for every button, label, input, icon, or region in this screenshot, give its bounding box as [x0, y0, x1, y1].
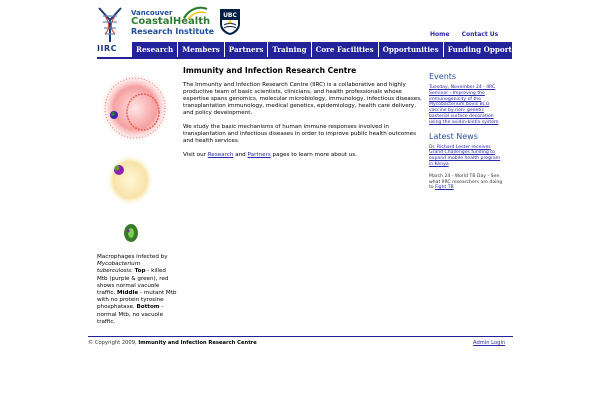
event-link[interactable]: Tuesday, November 24 - IIRC Seminar - Improving the immunogenicity of the Mycobacterium bovis BCG vaccine by non- genetic bacterial surface decoration using the avidin-biotin system: [429, 85, 499, 125]
vch-line1: Vancouver: [131, 9, 173, 17]
caption-line1: Macrophages infected by: [97, 254, 168, 260]
nav-training[interactable]: Training: [268, 42, 311, 58]
visit-mid: and: [233, 152, 248, 158]
news2-text: March 24 - World TB Day - See what IIRC researchers are doing to: [429, 173, 503, 191]
visit-pre: Visit our: [183, 152, 208, 158]
middle-cell-image: [106, 154, 154, 206]
vch-line3: Research Institute: [131, 27, 215, 36]
caption-middle-text: - mutant Mtb with no protein tyrosine phosphatase.: [97, 290, 177, 311]
ubc-label: UBC: [223, 12, 237, 19]
vch-line2: CoastalHealth: [131, 16, 211, 27]
contact-us-link[interactable]: Contact Us: [461, 31, 499, 38]
home-link[interactable]: Home: [430, 31, 450, 38]
visit-paragraph: [183, 152, 423, 159]
admin-login-link[interactable]: Admin Login: [473, 340, 506, 346]
iirc-wordmark: IIRC: [97, 44, 117, 53]
caption-species: Mycobacterium tuberculosis: [97, 261, 141, 275]
mission-paragraph: We study the basic mechanisms of human immune responses involved in transplantation and infectious diseases in order to improve public health outcomes and health services.: [183, 124, 417, 144]
nav-core-facilities[interactable]: Core Facilities: [312, 42, 379, 58]
nav-opportunities[interactable]: Opportunities: [379, 42, 444, 58]
caption-middle-label: Middle: [116, 290, 139, 297]
news-link[interactable]: Dr. Richard Lester receives Grand Challenges funding to expand mobile health program in Kenya: [429, 144, 501, 167]
caption-line1-end: .: [131, 268, 133, 275]
top-cell-image: [99, 72, 171, 144]
caption-bottom-label: Bottom: [136, 304, 160, 311]
nav-partners[interactable]: Partners: [225, 42, 269, 58]
nav-research[interactable]: Research: [132, 42, 178, 58]
nav-underline-divider: [97, 57, 512, 59]
image-caption: [97, 254, 177, 326]
ubc-crest-icon[interactable]: [219, 8, 241, 36]
nav-members[interactable]: Members: [178, 42, 225, 58]
footer-divider: [88, 336, 513, 337]
events-heading: Events: [429, 72, 457, 81]
bottom-cell-image: [124, 224, 138, 242]
main-content: [183, 82, 423, 166]
caption-bottom-text: - normal Mtb, no vacuole traffic.: [97, 304, 164, 325]
visit-post: pages to learn more about us.: [270, 152, 357, 158]
intro-paragraph: The Immunity and Infection Research Centre (IIRC) is a collaborative and highly productive team of basic scientists, clinicians, and health professionals whose expertise spans genomics, molecular microbiology, immunology, infectious diseases, transplantation immunology, medical genetics, epidemiology, health care delivery, and policy development.: [183, 82, 422, 116]
page-title: Immunity and Infection Research Centre: [183, 66, 357, 75]
latest-news-heading: Latest News: [429, 131, 478, 141]
partners-link[interactable]: Partners: [247, 152, 271, 158]
news-item-world-tb-day: [429, 174, 504, 191]
copyright-pre: © Copyright 2009,: [88, 340, 139, 346]
top-links: [430, 31, 508, 38]
caption-top-label: Top: [134, 268, 146, 275]
main-nav: [132, 42, 540, 58]
macrophage-images: [95, 70, 175, 250]
footer-copyright: [88, 340, 257, 346]
nav-funding-opportunities[interactable]: Funding Opportunities: [447, 45, 540, 54]
research-link[interactable]: Research: [207, 152, 234, 158]
sidebar: [429, 72, 504, 197]
fight-tb-link[interactable]: Fight TB: [435, 185, 454, 191]
caption-top-text: - killed Mtb (purple & green), red shows normal vacuole traffic.: [97, 268, 169, 297]
copyright-org: Immunity and Infection Research Centre: [138, 340, 257, 346]
